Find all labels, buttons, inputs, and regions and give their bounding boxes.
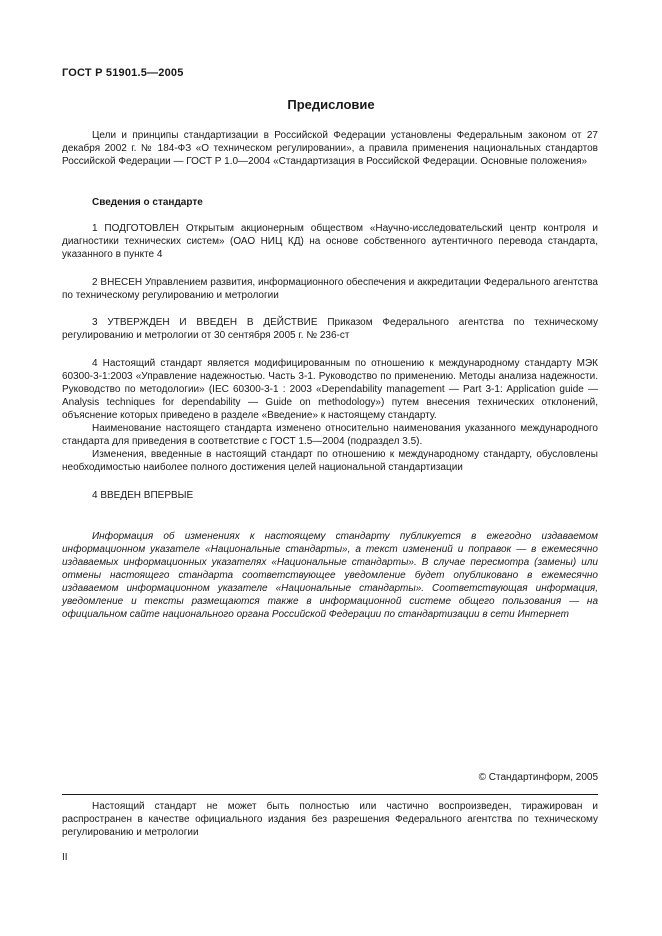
- page-title: Предисловие: [287, 97, 375, 112]
- item-4-paragraph-3: Изменения, введенные в настоящий стандарт по отношению к международному стандарту, обусловлены необходимостью наиболее полного достижения целей национальной стандартизации: [62, 449, 598, 473]
- section-heading: Сведения о стандарте: [92, 197, 203, 208]
- item-2-block: [62, 276, 598, 302]
- item-4-paragraph-2: Наименование настоящего стандарта изменено относительно наименования указанного международного стандарта для приведения в соответствие с ГОСТ 1.5—2004 (подраздел 3.5).: [62, 423, 598, 447]
- item-1-text: 1 ПОДГОТОВЛЕН Открытым акционерным обществом «Научно-исследовательский центр контроля и диагностики технических систем» (ОАО НИЦ КД) на основе собственного аутентичного перевода стандарта, указанного в пункте 4: [62, 223, 598, 260]
- page-header-standard-id: ГОСТ Р 51901.5—2005: [62, 67, 184, 79]
- item-3-block: [62, 316, 598, 342]
- intro-text: Цели и принципы стандартизации в Российской Федерации установлены Федеральным законом от 27 декабря 2002 г. № 184-ФЗ «О техническом регулировании», а правила применения национальных стандартов Российской Федерации — ГОСТ Р 1.0—2004 «Стандартизация в Российской Федерации. Основные положения»: [62, 130, 598, 167]
- notice-text: Информация об изменениях к настоящему стандарту публикуется в ежегодно издаваемом информационном указателе «Национальные стандарты», а текст изменений и поправок — в ежемесячно издаваемых информационных указателях «Национальные стандарты». В случае пересмотра (замены) или отмены настоящего стандарта соответствующее уведомление будет опубликовано в ежемесячно издаваемом информационном указателе «Национальные стандарты». Соответствующая информация, уведомление и тексты размещаются также в информационной системе общего пользования — на официальном сайте национального органа Российской Федерации по стандартизации в сети Интернет: [62, 531, 598, 620]
- item-4-paragraph-1: 4 Настоящий стандарт является модифицированным по отношению к международному стандарту МЭК 60300-3-1:2003 «Управление надежностью. Часть 3-1. Руководство по применению. Методы анализа надежности. Руководство по методологии» (IEC 60300-3-1 : 2003 «Dependability management — Part 3-1: Application guide — Analysis techniques for dependability — Guide on methodology») путем внесения технических отклонений, объяснение которых приведено в разделе «Введение» к настоящему стандарту.: [62, 358, 598, 421]
- item-1-block: [62, 222, 598, 261]
- page-number: II: [62, 852, 68, 863]
- intro-paragraph: [62, 129, 598, 168]
- item-5-text: 4 ВВЕДЕН ВПЕРВЫЕ: [92, 490, 194, 501]
- copyright-notice: © Стандартинформ, 2005: [478, 772, 598, 783]
- item-5-block: [62, 489, 598, 502]
- notice-block: [62, 530, 598, 621]
- item-2-text: 2 ВНЕСЕН Управлением развития, информационного обеспечения и аккредитации Федерального агентства по техническому регулированию и метрологии: [62, 277, 598, 301]
- item-4-block: [62, 357, 598, 474]
- item-3-text: 3 УТВЕРЖДЕН И ВВЕДЕН В ДЕЙСТВИЕ Приказом Федерального агентства по техническому регулированию и метрологии от 30 сентября 2005 г. № 236-ст: [62, 317, 598, 341]
- footer-text: Настоящий стандарт не может быть полностью или частично воспроизведен, тиражирован и распространен в качестве официального издания без разрешения Федерального агентства по техническому регулированию и метрологии: [62, 801, 598, 838]
- section-heading-block: [62, 196, 598, 209]
- footer-block: [62, 800, 598, 839]
- footer-divider: [62, 794, 598, 795]
